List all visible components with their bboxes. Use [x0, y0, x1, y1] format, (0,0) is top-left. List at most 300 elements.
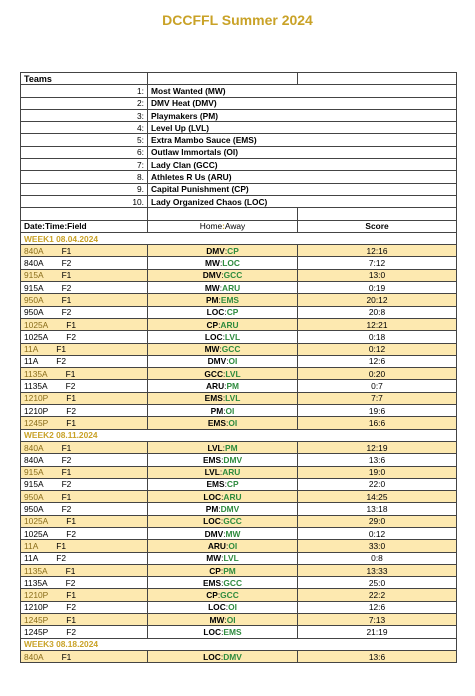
game-score: 7:13 [298, 614, 457, 626]
game-field: F2 [65, 577, 76, 588]
game-time-field [21, 282, 148, 294]
game-score: 12:6 [298, 355, 457, 367]
game-time: 950A [24, 307, 44, 318]
game-score: 22:2 [298, 589, 457, 601]
game-matchup [148, 540, 298, 552]
matchup-separator: : [221, 577, 224, 588]
game-matchup [148, 478, 298, 490]
game-matchup [148, 269, 298, 281]
game-matchup [148, 257, 298, 269]
game-row [21, 650, 457, 662]
col-header-home-away [148, 220, 298, 232]
home-team: DMV [207, 356, 227, 367]
game-row [21, 478, 457, 490]
game-field: F1 [61, 270, 72, 281]
away-team: LVL [224, 331, 241, 342]
col-header-home: Home [199, 221, 223, 232]
home-team: LOC [206, 307, 225, 318]
matchup-separator: : [217, 590, 221, 601]
home-team: MW [204, 282, 220, 293]
away-team: ARU [222, 282, 241, 293]
home-team: MW [209, 614, 225, 625]
game-score: 19:0 [298, 466, 457, 478]
game-row [21, 454, 457, 466]
matchup-separator: : [218, 319, 221, 330]
game-matchup [148, 343, 298, 355]
away-team: PM [224, 442, 238, 453]
away-team: PM [223, 565, 236, 576]
game-time: 840A [24, 245, 44, 256]
game-field: F1 [61, 491, 72, 502]
game-time-field [21, 626, 148, 638]
team-row [21, 183, 457, 195]
game-field: F2 [65, 381, 76, 392]
game-matchup [148, 564, 298, 576]
game-time-field [21, 589, 148, 601]
home-team: EMS [206, 479, 225, 490]
game-row [21, 466, 457, 478]
matchup-separator: : [220, 516, 224, 527]
team-row [21, 159, 457, 171]
game-time: 1135A [24, 368, 48, 379]
team-number: 1: [21, 85, 148, 97]
game-matchup [148, 392, 298, 404]
game-time-field [21, 503, 148, 515]
game-score: 0:12 [298, 527, 457, 539]
game-row [21, 245, 457, 257]
game-field: F1 [66, 393, 76, 404]
game-matchup [148, 331, 298, 343]
matchup-separator: : [223, 405, 226, 416]
game-time: 1210P [24, 590, 49, 601]
game-time: 950A [24, 491, 44, 502]
away-team: GCC [221, 344, 241, 355]
team-number: 10. [21, 195, 148, 207]
matchup-separator: : [225, 602, 229, 613]
game-field: F1 [56, 540, 67, 551]
home-team: PM [210, 405, 224, 416]
game-time: 1135A [24, 381, 48, 392]
game-field: F1 [61, 651, 72, 662]
home-team: DMV [206, 245, 225, 256]
away-team: ARU [220, 319, 239, 330]
game-time: 915A [24, 282, 44, 293]
game-score: 13:6 [298, 650, 457, 662]
game-time: 1135A [24, 565, 48, 576]
game-field: F1 [56, 344, 67, 355]
home-team: EMS [202, 577, 222, 588]
away-team: OI [226, 614, 236, 625]
game-score: 13:0 [298, 269, 457, 281]
home-team: LOC [204, 331, 223, 342]
team-name: Athletes R Us (ARU) [148, 171, 457, 183]
team-number: 8. [21, 171, 148, 183]
game-time-field [21, 306, 148, 318]
game-time: 1245P [24, 417, 49, 428]
matchup-separator: : [218, 504, 221, 515]
away-team: CP [226, 307, 239, 318]
game-matchup [148, 318, 298, 330]
game-time: 11A [24, 356, 39, 367]
game-row [21, 368, 457, 380]
game-score: 21:19 [298, 626, 457, 638]
away-team: OI [228, 602, 237, 613]
game-row [21, 552, 457, 564]
game-matchup [148, 601, 298, 613]
game-time-field [21, 478, 148, 490]
game-matchup [148, 491, 298, 503]
game-row [21, 269, 457, 281]
home-team: EMS [204, 393, 223, 404]
game-score: 20:12 [298, 294, 457, 306]
game-time: 915A [24, 270, 44, 281]
game-time-field [21, 466, 148, 478]
matchup-separator: : [224, 614, 227, 625]
home-team: DMV [202, 270, 222, 281]
game-time: 950A [24, 504, 44, 515]
game-row [21, 564, 457, 576]
away-team: CP [226, 479, 239, 490]
game-row [21, 257, 457, 269]
team-row [21, 85, 457, 97]
game-matchup [148, 650, 298, 662]
away-team: GCC [220, 590, 239, 601]
game-score: 7:12 [298, 257, 457, 269]
game-matchup [148, 515, 298, 527]
game-time: 950A [24, 294, 44, 305]
game-score: 0:20 [298, 368, 457, 380]
home-team: MW [205, 258, 220, 269]
team-row [21, 146, 457, 158]
page-title: DCCFFL Summer 2024 [162, 12, 313, 28]
game-score: 12:6 [298, 601, 457, 613]
game-matchup [148, 245, 298, 257]
col-header-date: Date:Time:Field [21, 220, 148, 232]
spacer-row [21, 208, 457, 220]
game-matchup [148, 368, 298, 380]
game-score: 7:7 [298, 392, 457, 404]
game-row [21, 491, 457, 503]
game-time-field [21, 245, 148, 257]
game-score: 13:33 [298, 564, 457, 576]
game-matchup [148, 466, 298, 478]
away-team: DMV [223, 651, 242, 662]
game-time: 840A [24, 442, 44, 453]
home-team: GCC [204, 368, 224, 379]
game-score: 0:12 [298, 343, 457, 355]
game-score: 0:8 [298, 552, 457, 564]
game-field: F2 [66, 405, 76, 416]
game-time-field [21, 355, 148, 367]
away-team: ARU [223, 491, 242, 502]
game-field: F2 [66, 331, 76, 342]
game-field: F1 [61, 245, 72, 256]
game-matchup [148, 626, 298, 638]
game-row [21, 380, 457, 392]
week-label: WEEK1 08.04.2024 [21, 232, 457, 244]
matchup-separator: : [225, 417, 229, 428]
game-time-field [21, 601, 148, 613]
team-row [21, 97, 457, 109]
game-matchup [148, 441, 298, 453]
game-row [21, 306, 457, 318]
home-team: LOC [203, 491, 222, 502]
game-time: 11A [24, 344, 39, 355]
game-time-field [21, 441, 148, 453]
game-time-field [21, 343, 148, 355]
away-team: EMS [223, 627, 242, 637]
game-row [21, 540, 457, 552]
game-row [21, 343, 457, 355]
team-number: 9. [21, 183, 148, 195]
matchup-separator: : [221, 627, 224, 637]
matchup-separator: : [224, 381, 227, 392]
team-name: Outlaw Immortals (OI) [148, 146, 457, 158]
teams-header: Teams [21, 73, 148, 85]
game-time-field [21, 515, 148, 527]
game-score: 12:16 [298, 245, 457, 257]
game-score: 0:18 [298, 331, 457, 343]
game-row [21, 441, 457, 453]
game-field: F1 [65, 368, 76, 379]
home-team: MW [204, 344, 220, 355]
team-row [21, 195, 457, 207]
game-time: 1025A [24, 319, 49, 330]
home-team: EMS [207, 417, 226, 428]
matchup-separator: : [221, 553, 224, 564]
game-matchup [148, 405, 298, 417]
away-team: LVL [223, 553, 239, 564]
home-team: PM [205, 294, 219, 305]
game-field: F1 [61, 467, 72, 478]
game-matchup [148, 577, 298, 589]
game-score: 20:8 [298, 306, 457, 318]
away-team: ARU [222, 467, 241, 478]
game-field: F1 [66, 319, 76, 330]
game-field: F2 [61, 454, 72, 465]
game-field: F2 [66, 627, 76, 637]
game-field: F2 [56, 553, 67, 564]
away-team: OI [228, 417, 238, 428]
game-time-field [21, 331, 148, 343]
game-row [21, 392, 457, 404]
game-field: F1 [65, 565, 76, 576]
home-team: EMS [202, 454, 222, 465]
game-time-field [21, 650, 148, 662]
game-time-field [21, 540, 148, 552]
game-time-field [21, 294, 148, 306]
matchup-separator: : [219, 258, 223, 269]
game-score: 0:7 [298, 380, 457, 392]
game-time: 1025A [24, 528, 49, 539]
team-number: 2: [21, 97, 148, 109]
game-field: F1 [61, 294, 72, 305]
matchup-separator: : [221, 491, 224, 502]
game-row [21, 614, 457, 626]
game-score: 22:0 [298, 478, 457, 490]
game-row [21, 294, 457, 306]
team-number: 7: [21, 159, 148, 171]
team-number: 3: [21, 109, 148, 121]
matchup-separator: : [221, 454, 224, 465]
game-time: 1245P [24, 614, 49, 625]
game-time-field [21, 257, 148, 269]
team-number: 4: [21, 122, 148, 134]
home-team: LOC [203, 516, 221, 527]
matchup-separator: : [224, 245, 228, 256]
game-row [21, 601, 457, 613]
game-time-field [21, 368, 148, 380]
matchup-separator: : [223, 368, 226, 379]
game-time: 840A [24, 258, 44, 269]
game-field: F2 [61, 282, 72, 293]
col-header-score: Score [298, 220, 457, 232]
team-name: Lady Clan (GCC) [148, 159, 457, 171]
game-time: 915A [24, 479, 44, 490]
game-row [21, 515, 457, 527]
home-team: ARU [207, 540, 226, 551]
matchup-separator: : [224, 479, 227, 490]
game-score: 25:0 [298, 577, 457, 589]
game-row [21, 282, 457, 294]
home-team: LOC [203, 651, 221, 662]
team-name: Level Up (LVL) [148, 122, 457, 134]
game-matchup [148, 454, 298, 466]
game-time-field [21, 269, 148, 281]
game-time-field [21, 552, 148, 564]
schedule-header-row [21, 220, 457, 232]
matchup-separator: : [220, 651, 224, 662]
game-time: 11A [24, 553, 39, 564]
game-row [21, 417, 457, 429]
game-score: 0:19 [298, 282, 457, 294]
game-matchup [148, 282, 298, 294]
home-team: CP [206, 590, 218, 601]
game-time-field [21, 380, 148, 392]
away-team: CP [227, 245, 239, 256]
team-name: Playmakers (PM) [148, 109, 457, 121]
matchup-separator: : [222, 442, 225, 453]
game-score: 33:0 [298, 540, 457, 552]
game-matchup [148, 614, 298, 626]
game-field: F1 [66, 590, 76, 601]
team-row [21, 134, 457, 146]
game-time-field [21, 577, 148, 589]
team-number: 5: [21, 134, 148, 146]
team-row [21, 109, 457, 121]
col-header-sep: : [222, 221, 225, 232]
game-time: 1210P [24, 405, 49, 416]
away-team: DMV [220, 504, 240, 515]
game-score: 13:18 [298, 503, 457, 515]
game-row [21, 503, 457, 515]
game-time-field [21, 614, 148, 626]
home-team: LOC [203, 627, 222, 637]
game-matchup [148, 503, 298, 515]
home-team: LVL [204, 467, 220, 478]
away-team: PM [226, 381, 240, 392]
week-header-row [21, 429, 457, 441]
team-row [21, 122, 457, 134]
away-team: LVL [225, 368, 241, 379]
team-name: Extra Mambo Sauce (EMS) [148, 134, 457, 146]
home-team: MW [206, 553, 222, 564]
away-team: LOC [222, 258, 240, 269]
game-row [21, 577, 457, 589]
game-time-field [21, 527, 148, 539]
home-team: LOC [208, 602, 226, 613]
teams-header-row [21, 73, 457, 85]
away-team: EMS [220, 294, 240, 305]
game-score: 14:25 [298, 491, 457, 503]
game-field: F2 [56, 356, 67, 367]
matchup-separator: : [219, 467, 223, 478]
game-field: F1 [66, 417, 76, 428]
week-header-row [21, 638, 457, 650]
game-time: 840A [24, 454, 44, 465]
game-field: F2 [61, 504, 72, 515]
game-time: 915A [24, 467, 44, 478]
home-team: CP [206, 319, 219, 330]
game-score: 19:6 [298, 405, 457, 417]
matchup-separator: : [219, 282, 223, 293]
game-score: 13:6 [298, 454, 457, 466]
matchup-separator: : [220, 565, 224, 576]
away-team: OI [225, 405, 235, 416]
game-time: 1210P [24, 393, 49, 404]
game-row [21, 331, 457, 343]
away-team: GCC [223, 577, 243, 588]
game-matchup [148, 355, 298, 367]
matchup-separator: : [226, 356, 229, 367]
game-matchup [148, 380, 298, 392]
game-time: 1210P [24, 602, 49, 613]
game-score: 12:19 [298, 441, 457, 453]
schedule-sheet [20, 72, 457, 663]
matchup-separator: : [225, 540, 229, 551]
game-time: 1025A [24, 516, 49, 527]
away-team: GCC [223, 270, 243, 281]
game-score: 16:6 [298, 417, 457, 429]
game-time: 1135A [24, 577, 48, 588]
game-row [21, 355, 457, 367]
game-field: F1 [66, 516, 76, 527]
home-team: PM [205, 504, 219, 515]
week-label: WEEK3 08.18.2024 [21, 638, 457, 650]
team-row [21, 171, 457, 183]
game-matchup [148, 306, 298, 318]
matchup-separator: : [222, 393, 226, 404]
game-field: F2 [66, 528, 76, 539]
home-team: LVL [207, 442, 223, 453]
game-row [21, 405, 457, 417]
game-time-field [21, 318, 148, 330]
game-time: 840A [24, 651, 44, 662]
matchup-separator: : [221, 270, 224, 281]
away-team: OI [228, 540, 238, 551]
team-name: Most Wanted (MW) [148, 85, 457, 97]
game-time-field [21, 417, 148, 429]
game-time-field [21, 564, 148, 576]
team-number: 6: [21, 146, 148, 158]
away-team: GCC [223, 516, 242, 527]
team-name: DMV Heat (DMV) [148, 97, 457, 109]
matchup-separator: : [219, 344, 222, 355]
game-time-field [21, 392, 148, 404]
team-name: Lady Organized Chaos (LOC) [148, 195, 457, 207]
game-time: 1245P [24, 627, 49, 637]
game-field: F2 [61, 307, 72, 318]
